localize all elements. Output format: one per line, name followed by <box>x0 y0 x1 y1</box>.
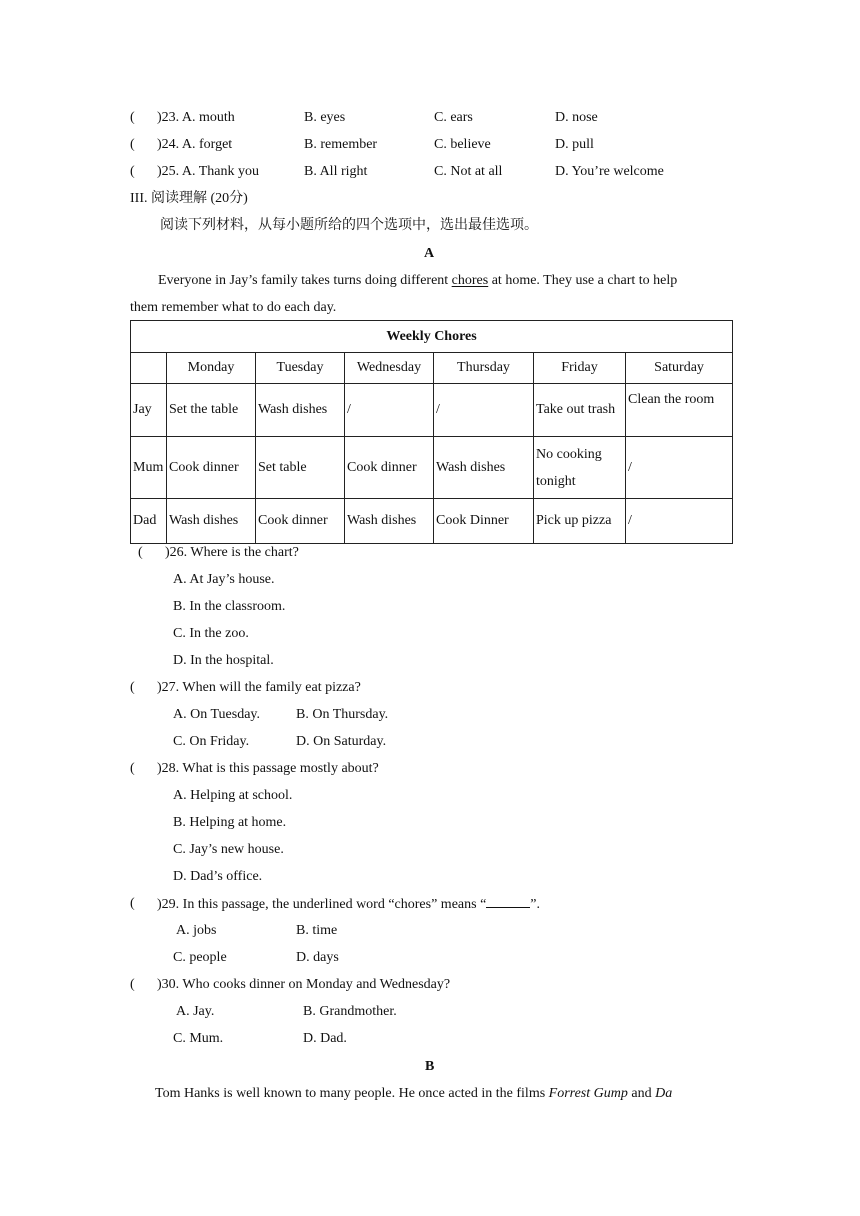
option-c: C. people <box>173 950 227 965</box>
header-cell: Wednesday <box>345 353 434 384</box>
option-a: A. jobs <box>176 923 217 938</box>
answer-paren: ( <box>138 545 143 560</box>
option-b: B. time <box>296 923 338 938</box>
table-cell: / <box>626 499 733 544</box>
option-a: A. On Tuesday. <box>173 707 260 722</box>
passage-b-label: B <box>425 1059 435 1074</box>
question-stem: )26. Where is the chart? <box>165 545 299 560</box>
question-stem: )30. Who cooks dinner on Monday and Wednesday? <box>157 977 451 992</box>
row-label: Jay <box>131 384 167 437</box>
header-cell: Thursday <box>434 353 534 384</box>
option-b: B. Grandmother. <box>303 1004 397 1019</box>
option-d: D. nose <box>555 110 598 125</box>
passage-text: and <box>627 1086 656 1101</box>
passage-text: Everyone in Jay’s family takes turns doing different <box>158 273 452 288</box>
passage-text: at home. They use a chart to help <box>488 273 678 288</box>
table-cell: Clean the room <box>626 384 733 437</box>
table-cell: Wash dishes <box>167 499 256 544</box>
stem-text: ”. <box>530 897 540 912</box>
option-a: A. At Jay’s house. <box>173 572 275 587</box>
passage-text: Tom Hanks is well known to many people. He once acted in the films <box>155 1086 549 1101</box>
option-d: D. On Saturday. <box>296 734 387 749</box>
answer-blank <box>486 895 530 908</box>
stem-text: )29. In this passage, the underlined word “chores” means “ <box>157 897 487 912</box>
answer-paren: ( <box>130 110 135 125</box>
table-cell: / <box>434 384 534 437</box>
passage-b-line1 <box>155 1085 672 1103</box>
answer-paren: ( <box>130 977 135 992</box>
table-cell: / <box>345 384 434 437</box>
film-title: Da <box>655 1086 673 1101</box>
answer-paren: ( <box>130 680 135 695</box>
option-c: C. On Friday. <box>173 734 250 749</box>
table-row <box>131 499 733 544</box>
option-c: C. In the zoo. <box>173 626 249 641</box>
table-cell: Set table <box>256 437 345 499</box>
table-cell: / <box>626 437 733 499</box>
question-stem: )27. When will the family eat pizza? <box>157 680 361 695</box>
option-b: B. In the classroom. <box>173 599 286 614</box>
answer-paren: ( <box>130 761 135 776</box>
table-cell: Wash dishes <box>256 384 345 437</box>
table-row <box>131 437 733 499</box>
option-c: C. Not at all <box>434 164 503 179</box>
table-header-row <box>131 353 733 384</box>
table-title: Weekly Chores <box>131 321 733 353</box>
header-cell: Friday <box>534 353 626 384</box>
table-cell: Cook dinner <box>256 499 345 544</box>
option-b: B. remember <box>304 137 378 152</box>
table-cell: Wash dishes <box>434 437 534 499</box>
option-a: A. Jay. <box>176 1004 215 1019</box>
option-c: C. Jay’s new house. <box>173 842 284 857</box>
option-d: D. days <box>296 950 339 965</box>
answer-paren: ( <box>130 137 135 152</box>
question-stem: )23. A. mouth <box>157 110 235 125</box>
table-cell: Set the table <box>167 384 256 437</box>
option-d: D. You’re welcome <box>555 164 664 179</box>
weekly-chores-table <box>130 320 733 544</box>
table-cell: No cooking tonight <box>534 437 626 499</box>
option-c: C. ears <box>434 110 473 125</box>
header-cell: Tuesday <box>256 353 345 384</box>
table-cell: Cook dinner <box>345 437 434 499</box>
film-title: Forrest Gump <box>548 1086 628 1101</box>
section-heading: III. 阅读理解 (20分) <box>130 191 248 206</box>
header-cell <box>131 353 167 384</box>
passage-a-line1 <box>158 272 677 290</box>
option-b: B. Helping at home. <box>173 815 287 830</box>
option-c: C. Mum. <box>173 1031 224 1046</box>
option-d: D. Dad’s office. <box>173 869 263 884</box>
passage-a-label: A <box>424 246 435 261</box>
row-label: Dad <box>131 499 167 544</box>
header-cell: Monday <box>167 353 256 384</box>
option-b: B. All right <box>304 164 368 179</box>
table-cell: Cook Dinner <box>434 499 534 544</box>
table-row <box>131 384 733 437</box>
question-stem: )24. A. forget <box>157 137 233 152</box>
option-a: A. Helping at school. <box>173 788 293 803</box>
question-stem: )28. What is this passage mostly about? <box>157 761 379 776</box>
row-label: Mum <box>131 437 167 499</box>
option-d: D. pull <box>555 137 594 152</box>
underlined-word: chores <box>451 273 489 288</box>
section-instruction: 阅读下列材料，从每小题所给的四个选项中，选出最佳选项。 <box>160 218 538 233</box>
option-d: D. Dad. <box>303 1031 347 1046</box>
table-cell: Pick up pizza <box>534 499 626 544</box>
table-cell: Wash dishes <box>345 499 434 544</box>
option-b: B. On Thursday. <box>296 707 389 722</box>
answer-paren: ( <box>130 164 135 179</box>
answer-paren: ( <box>130 896 135 911</box>
option-d: D. In the hospital. <box>173 653 274 668</box>
table-cell: Take out trash <box>534 384 626 437</box>
passage-a-line2: them remember what to do each day. <box>130 300 337 315</box>
table-cell: Cook dinner <box>167 437 256 499</box>
header-cell: Saturday <box>626 353 733 384</box>
option-c: C. believe <box>434 137 491 152</box>
question-stem: )25. A. Thank you <box>157 164 260 179</box>
question-stem <box>157 895 540 914</box>
option-b: B. eyes <box>304 110 346 125</box>
